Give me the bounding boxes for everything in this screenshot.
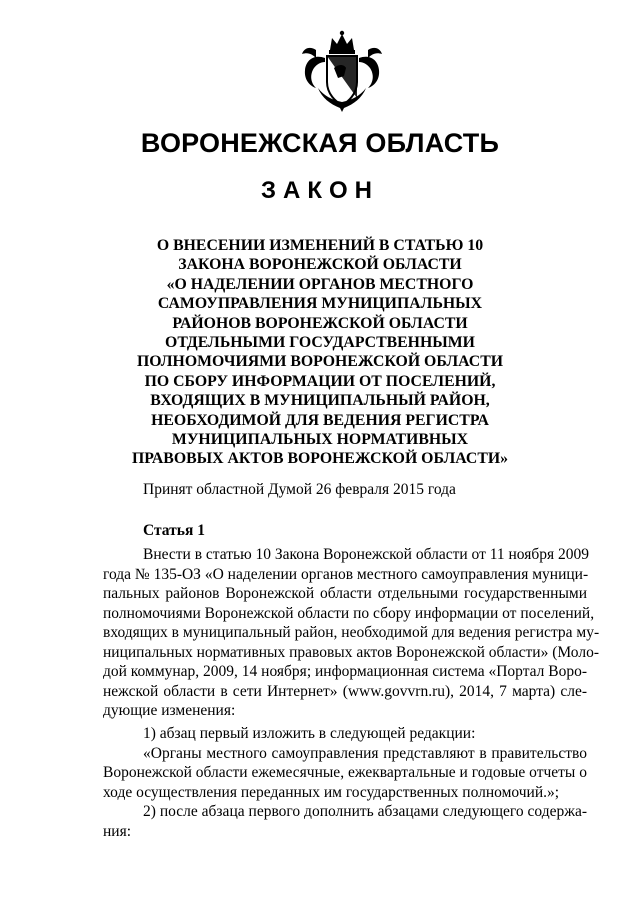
law-title-line: САМОУПРАВЛЕНИЯ МУНИЦИПАЛЬНЫХ — [157, 295, 483, 313]
paragraph-line: Внести в статью 10 Закона Воронежской области от 11 ноября 2009 — [143, 546, 590, 563]
document-type: ЗАКОН — [260, 177, 379, 204]
region-name: ВОРОНЕЖСКАЯ ОБЛАСТЬ — [140, 128, 500, 158]
law-title-line: ОТДЕЛЬНЫМИ ГОСУДАРСТВЕННЫМИ — [165, 334, 475, 352]
amendment-2 — [103, 802, 587, 841]
law-title — [130, 236, 510, 469]
law-title-line: О ВНЕСЕНИИ ИЗМЕНЕНИЙ В СТАТЬЮ 10 — [156, 237, 484, 254]
paragraph-line: дующие изменения: — [103, 702, 236, 719]
law-title-line: ПРАВОВЫХ АКТОВ ВОРОНЕЖСКОЙ ОБЛАСТИ» — [131, 450, 509, 468]
amendment-quote-line: ходе осуществления переданных им государственных полномочий.»; — [103, 783, 560, 801]
amendment-quote-line: Воронежской области ежемесячные, ежеквартальные и годовые отчеты о — [103, 764, 587, 781]
voronezh-coat-of-arms-icon — [296, 28, 388, 114]
amendment-line: ния: — [103, 822, 132, 840]
adoption-date: Принят областной Думой 26 февраля 2015 года — [143, 481, 456, 498]
law-title-line: ПОЛНОМОЧИЯМИ ВОРОНЕЖСКОЙ ОБЛАСТИ — [136, 353, 504, 371]
amendment-label: 1) абзац первый изложить в следующей редакции: — [143, 725, 476, 742]
amendment-line: 2) после абзаца первого дополнить абзацами следующего содержа- — [143, 803, 587, 820]
paragraph-line: полномочиями Воронежской области по сбору информации от поселений, — [103, 604, 595, 622]
law-title-line: РАЙОНОВ ВОРОНЕЖСКОЙ ОБЛАСТИ — [172, 314, 468, 332]
law-title-line: ВХОДЯЩИХ В МУНИЦИПАЛЬНЫЙ РАЙОН, — [150, 392, 490, 410]
article-heading: Статья 1 — [143, 522, 205, 539]
amendment-quote-line: «Органы местного самоуправления представляют в правительство — [143, 744, 587, 762]
law-title-line: ЗАКОНА ВОРОНЕЖСКОЙ ОБЛАСТИ — [178, 256, 462, 274]
law-title-line: ПО СБОРУ ИНФОРМАЦИИ ОТ ПОСЕЛЕНИЙ, — [144, 372, 496, 390]
law-title-line: «О НАДЕЛЕНИИ ОРГАНОВ МЕСТНОГО — [166, 275, 474, 293]
paragraph-line: пальных районов Воронежской области отдельными государственными — [103, 585, 587, 602]
article-paragraph — [103, 545, 600, 721]
law-title-line: НЕОБХОДИМОЙ ДЛЯ ВЕДЕНИЯ РЕГИСТРА — [151, 411, 489, 429]
paragraph-line: входящих в муниципальный район, необходимой для ведения регистра му- — [103, 624, 600, 641]
paragraph-line: года № 135-ОЗ «О наделении органов местного самоуправления муници- — [103, 565, 589, 583]
paragraph-line: ниципальных нормативных правовых актов Воронежской области» (Моло- — [103, 643, 599, 661]
amendment-1 — [103, 724, 587, 802]
paragraph-line: нежской области в сети Интернет» (www.govvrn.ru), 2014, 7 марта) сле- — [103, 682, 587, 700]
law-title-line: МУНИЦИПАЛЬНЫХ НОРМАТИВНЫХ — [171, 431, 469, 449]
paragraph-line: дой коммунар, 2009, 14 ноября; информационная система «Портал Воро- — [103, 663, 588, 680]
